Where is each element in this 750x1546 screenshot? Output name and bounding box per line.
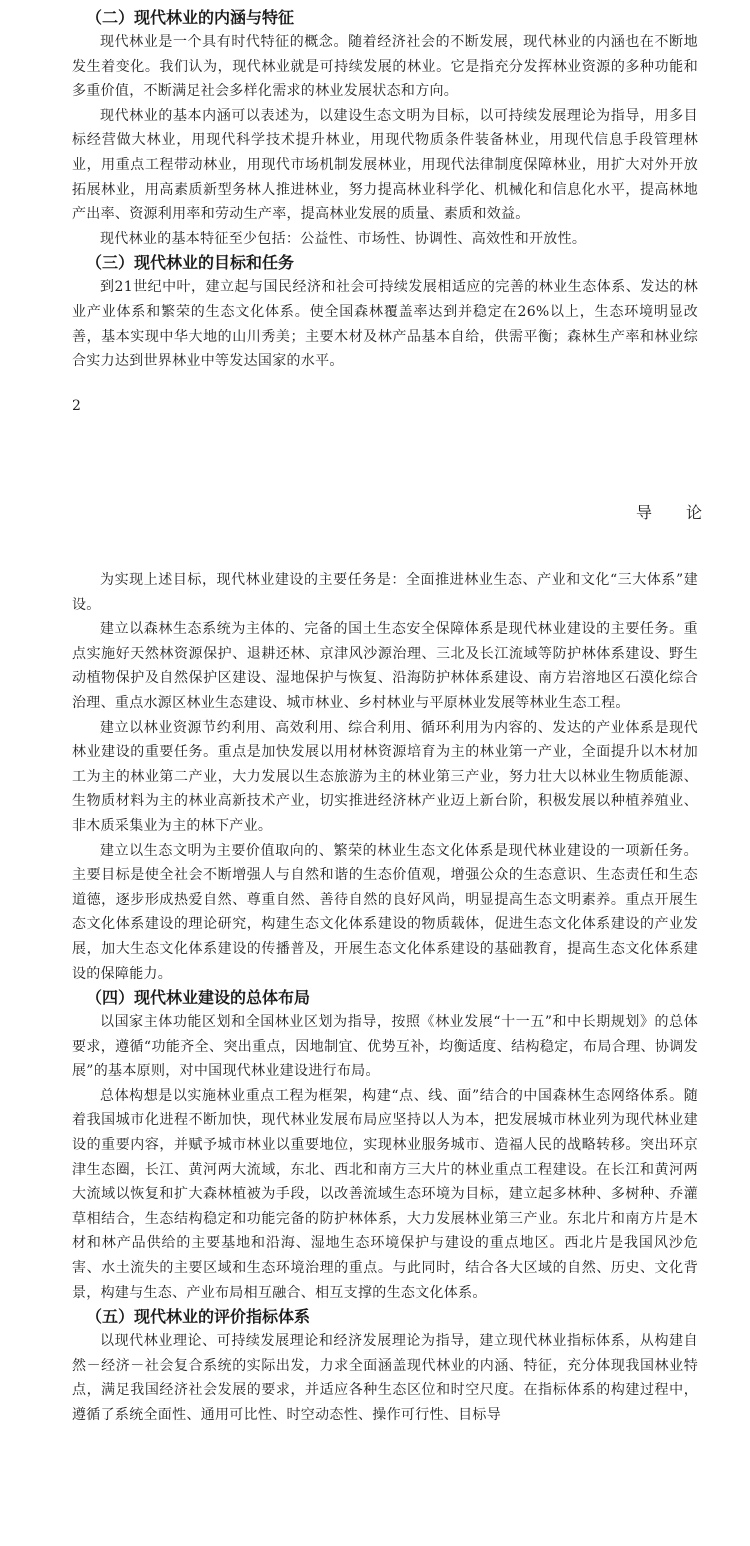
page-text-block	[72, 6, 698, 374]
paragraph: 建立以森林生态系统为主体的、完备的国土生态安全保障体系是现代林业建设的主要任务。重点实施好天然林资源保护、退耕还林、京津风沙源治理、三北及长江流域等防护林体系建设、野生动植物保护及自然保护区建设、湿地保护与恢复、沿海防护林体系建设、南方岩溶地区石漠化综合治理、重点水源区林业生态建设、城市林业、乡村林业与平原林业发展等林业生态工程。	[72, 621, 698, 711]
paragraph: 现代林业的基本内涵可以表述为，以建设生态文明为目标，以可持续发展理论为指导，用多目标经营做大林业，用现代科学技术提升林业，用现代物质条件装备林业，用现代信息手段管理林业，用重点工程带动林业，用现代市场机制发展林业，用现代法律制度保障林业，用扩大对外开放拓展林业，用高素质新型务林人推进林业，努力提高林业科学化、机械化和信息化水平，提高林地产出率、资源利用率和劳动生产率，提高林业发展的质量、素质和效益。	[72, 107, 698, 223]
paragraph: 现代林业的基本特征至少包括：公益性、市场性、协调性、高效性和开放性。	[100, 230, 587, 247]
paragraph: 现代林业是一个具有时代特征的概念。随着经济社会的不断发展，现代林业的内涵也在不断地发生着变化。我们认为，现代林业就是可持续发展的林业。它是指充分发挥林业资源的多种功能和多重价值，不断满足社会多样化需求的林业发展状态和方向。	[72, 34, 698, 100]
paragraph: 总体构想是以实施林业重点工程为框架，构建“点、线、面”结合的中国森林生态网络体系。随着我国城市化进程不断加快，现代林业发展布局应坚持以人为本，把发展城市林业列为现代林业建设的重要内容，并赋予城市林业以重要地位，实现林业服务城市、造福人民的战略转移。突出环京津生态圈，长江、黄河两大流域，东北、西北和南方三大片的林业重点工程建设。在长江和黄河两大流域以恢复和扩大森林植被为手段，以改善流域生态环境为目标，建立起多林种、多树种、乔灌草相结合，生态结构稳定和功能完备的防护林体系，大力发展林业第三产业。东北片和南方片是木材和林产品供给的主要基地和沿海、湿地生态环境保护与建设的重点地区。西北片是我国风沙危害、水土流失的主要区域和生态环境治理的重点。与此同时，结合各大区域的自然、历史、文化背景，构建与生态、产业布局相互融合、相互支撑的生态文化体系。	[72, 1087, 698, 1301]
page-text-block	[72, 568, 698, 1428]
paragraph: 建立以林业资源节约利用、高效利用、综合利用、循环利用为内容的、发达的产业体系是现代林业建设的重要任务。重点是加快发展以用材林资源培育为主的林业第一产业，全面提升以木材加工为主的林业第二产业，大力发展以生态旅游为主的林业第三产业，努力壮大以林业生物质能源、生物质材料为主的林业高新技术产业，切实推进经济林产业迈上新台阶，积极发展以种植养殖业、非木质采集业为主的林下产业。	[72, 719, 698, 834]
paragraph: 为实现上述目标，现代林业建设的主要任务是：全面推进林业生态、产业和文化“三大体系”建设。	[72, 572, 698, 613]
page-number: 2	[72, 398, 81, 414]
paragraph: 到21世纪中叶，建立起与国民经济和社会可持续发展相适应的完善的林业生态体系、发达的林业产业体系和繁荣的生态文化体系。使全国森林覆盖率达到并稳定在26%以上，生态环境明显改善，基本实现中华大地的山川秀美；主要木材及林产品基本自给，供需平衡；森林生产率和林业综合实力达到世界林业中等发达国家的水平。	[72, 279, 698, 370]
paragraph: 建立以生态文明为主要价值取向的、繁荣的林业生态文化体系是现代林业建设的一项新任务。主要目标是使全社会不断增强人与自然和谐的生态价值观，增强公众的生态意识、生态责任和生态道德，逐步形成热爱自然、尊重自然、善待自然的良好风尚，明显提高生态文明素养。重点开展生态文化体系建设的理论研究，构建生态文化体系建设的物质载体，促进生态文化体系建设的产业发展，加大生态文化体系建设的传播普及，开展生态文化体系建设的基础教育，提高生态文化体系建设的保障能力。	[72, 842, 698, 982]
section-heading-connotation: （二）现代林业的内涵与特征	[86, 8, 295, 27]
book-page-lower	[0, 420, 750, 1546]
paragraph: 以现代林业理论、可持续发展理论和经济发展理论为指导，建立现代林业指标体系，从构建自然－经济－社会复合系统的实际出发，力求全面涵盖现代林业的内涵、特征，充分体现我国林业特点，满足我国经济社会发展的要求，并适应各种生态区位和时空尺度。在指标体系的构建过程中，遵循了系统全面性、通用可比性、时空动态性、操作可行性、目标导	[72, 1333, 698, 1423]
section-heading-evaluation-indicators: （五）现代林业的评价指标体系	[86, 1307, 311, 1327]
section-heading-overall-layout: （四）现代林业建设的总体布局	[86, 988, 311, 1008]
book-page-upper	[0, 0, 750, 420]
running-header: 导论	[635, 503, 736, 522]
section-heading-goals-tasks: （三）现代林业的目标和任务	[86, 253, 295, 273]
paragraph: 以国家主体功能区划和全国林业区划为指导，按照《林业发展“十一五”和中长期规划》的总体要求，遵循“功能齐全、突出重点，因地制宜、优势互补，均衡适度、结构稳定，布局合理、协调发展”的基本原则，对中国现代林业建设进行布局。	[72, 1014, 698, 1080]
